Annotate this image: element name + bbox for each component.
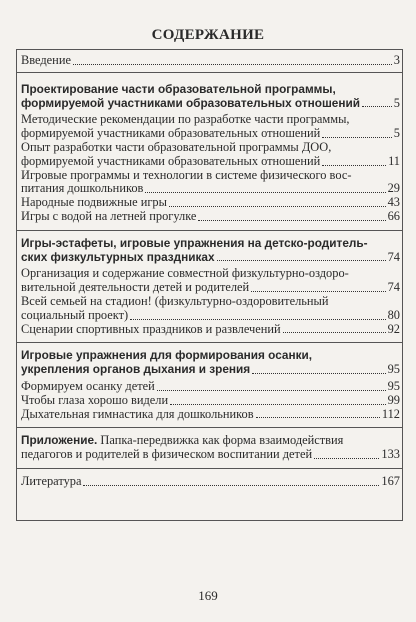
dot-leader: [157, 390, 386, 391]
toc-page-number: 95: [387, 378, 400, 393]
toc-entry-line: [21, 295, 400, 309]
toc-page-number: 133: [381, 447, 400, 462]
toc-page-number: 3: [393, 53, 400, 67]
toc-entry[interactable]: [21, 210, 400, 224]
toc-entry-text: Игровые программы и технологии в системе физического вос-: [21, 167, 352, 182]
toc-entry-title: Литература: [21, 473, 82, 488]
toc-section: [17, 50, 402, 73]
toc-page-number: 95: [387, 362, 400, 377]
toc-page-number: 43: [387, 195, 400, 210]
toc-entry-title: Введение: [21, 53, 71, 67]
toc-entry[interactable]: [21, 267, 400, 295]
toc-page-number: 5: [393, 95, 400, 110]
toc-entry-title: Формируем осанку детей: [21, 378, 155, 393]
dot-leader: [322, 137, 391, 138]
dot-leader: [198, 220, 385, 221]
toc-entry-title: педагогов и родителей в физическом воспитании детей: [21, 447, 313, 462]
toc-entry[interactable]: [21, 380, 400, 394]
page-title: СОДЕРЖАНИЕ: [151, 27, 265, 43]
dot-leader: [283, 332, 386, 333]
toc-heading[interactable]: [21, 349, 400, 377]
toc-entry-text: Организация и содержание совместной физкультурно-оздоро-: [21, 266, 349, 281]
toc-section: [17, 73, 402, 231]
toc-entry-text: Всей семьей на стадион! (физкультурно-оздоровительный: [21, 293, 329, 308]
toc-entry[interactable]: [21, 141, 400, 169]
toc-entry-text: Папка-передвижка как форма взаимодействия: [100, 433, 344, 448]
toc-page-number: 167: [381, 473, 400, 488]
table-of-contents: [16, 49, 403, 521]
dot-leader: [256, 417, 380, 418]
toc-entry-text: Игры-эстафеты, игровые упражнения на детско-родитель-: [21, 235, 368, 250]
toc-page-number: 11: [388, 153, 400, 168]
dot-leader: [130, 319, 385, 320]
toc-entry-line: [21, 434, 400, 448]
dot-leader: [169, 206, 386, 207]
toc-entry[interactable]: [21, 196, 400, 210]
toc-heading[interactable]: [21, 83, 400, 111]
dot-leader: [252, 373, 385, 374]
toc-section: [17, 428, 402, 469]
dot-leader: [362, 106, 392, 107]
toc-entry-title: питания дошкольников: [21, 181, 144, 196]
toc-entry-title: Народные подвижные игры: [21, 195, 167, 210]
dot-leader: [251, 291, 385, 292]
dot-leader: [83, 485, 379, 486]
toc-page-number: 74: [387, 249, 400, 264]
toc-page-number: 74: [387, 280, 400, 295]
toc-entry-title: формируемой участниками образовательных отношений: [21, 153, 321, 168]
toc-section: [17, 231, 402, 344]
dot-leader: [322, 165, 386, 166]
toc-heading[interactable]: [21, 237, 400, 265]
toc-entry-title: социальный проект): [21, 307, 129, 322]
toc-entry[interactable]: [21, 475, 400, 489]
toc-page-number: 66: [387, 208, 400, 223]
toc-page-number: 112: [381, 406, 400, 421]
dot-leader: [145, 192, 385, 193]
toc-page-number: 99: [387, 392, 400, 407]
toc-entry-title: формируемой участниками образовательных отношений: [21, 126, 321, 141]
toc-entry-title: вительной деятельности детей и родителей: [21, 280, 250, 295]
toc-entry[interactable]: [21, 434, 400, 462]
toc-entry-title: укрепления органов дыхания и зрения: [21, 362, 251, 377]
toc-entry[interactable]: [21, 113, 400, 141]
dot-leader: [170, 404, 386, 405]
toc-entry[interactable]: [21, 169, 400, 197]
toc-entry-title: Чтобы глаза хорошо видели: [21, 392, 169, 407]
toc-entry-text: Опыт разработки части образовательной программы ДОО,: [21, 139, 332, 154]
toc-entry-line: [21, 113, 400, 127]
toc-entry[interactable]: [21, 323, 400, 337]
toc-section: [17, 343, 402, 428]
dot-leader: [217, 260, 386, 261]
toc-entry-title: формируемой участниками образовательных отношений: [21, 95, 360, 110]
dot-leader: [73, 64, 392, 65]
toc-page-number: 5: [393, 126, 400, 141]
toc-entry-line: [21, 237, 400, 251]
toc-page-number: 80: [387, 307, 400, 322]
page-number: 169: [198, 588, 218, 603]
toc-entry-text: Методические рекомендации по разработке части программы,: [21, 112, 350, 127]
toc-section: [17, 469, 402, 495]
toc-page-number: 29: [387, 181, 400, 196]
toc-entry[interactable]: [21, 394, 400, 408]
toc-entry[interactable]: [21, 295, 400, 323]
toc-entry-title: Игры с водой на летней прогулке: [21, 208, 197, 223]
toc-entry-line: [21, 169, 400, 183]
toc-entry-line: [21, 267, 400, 281]
toc-entry-prefix: Приложение.: [21, 433, 98, 448]
toc-entry[interactable]: [21, 54, 400, 68]
dot-leader: [314, 458, 379, 459]
toc-entry-title: Сценарии спортивных праздников и развлечений: [21, 321, 281, 336]
toc-entry-line: [21, 83, 400, 97]
toc-entry-line: [21, 141, 400, 155]
toc-entry-title: ских физкультурных праздниках: [21, 249, 215, 264]
toc-entry-title: Дыхательная гимнастика для дошкольников: [21, 406, 254, 421]
toc-entry-line: [21, 349, 400, 363]
toc-page-number: 92: [387, 321, 400, 336]
toc-entry[interactable]: [21, 408, 400, 422]
toc-entry-text: Игровые упражнения для формирования осанки,: [21, 348, 313, 363]
toc-entry-text: Проектирование части образовательной программы,: [21, 81, 336, 96]
